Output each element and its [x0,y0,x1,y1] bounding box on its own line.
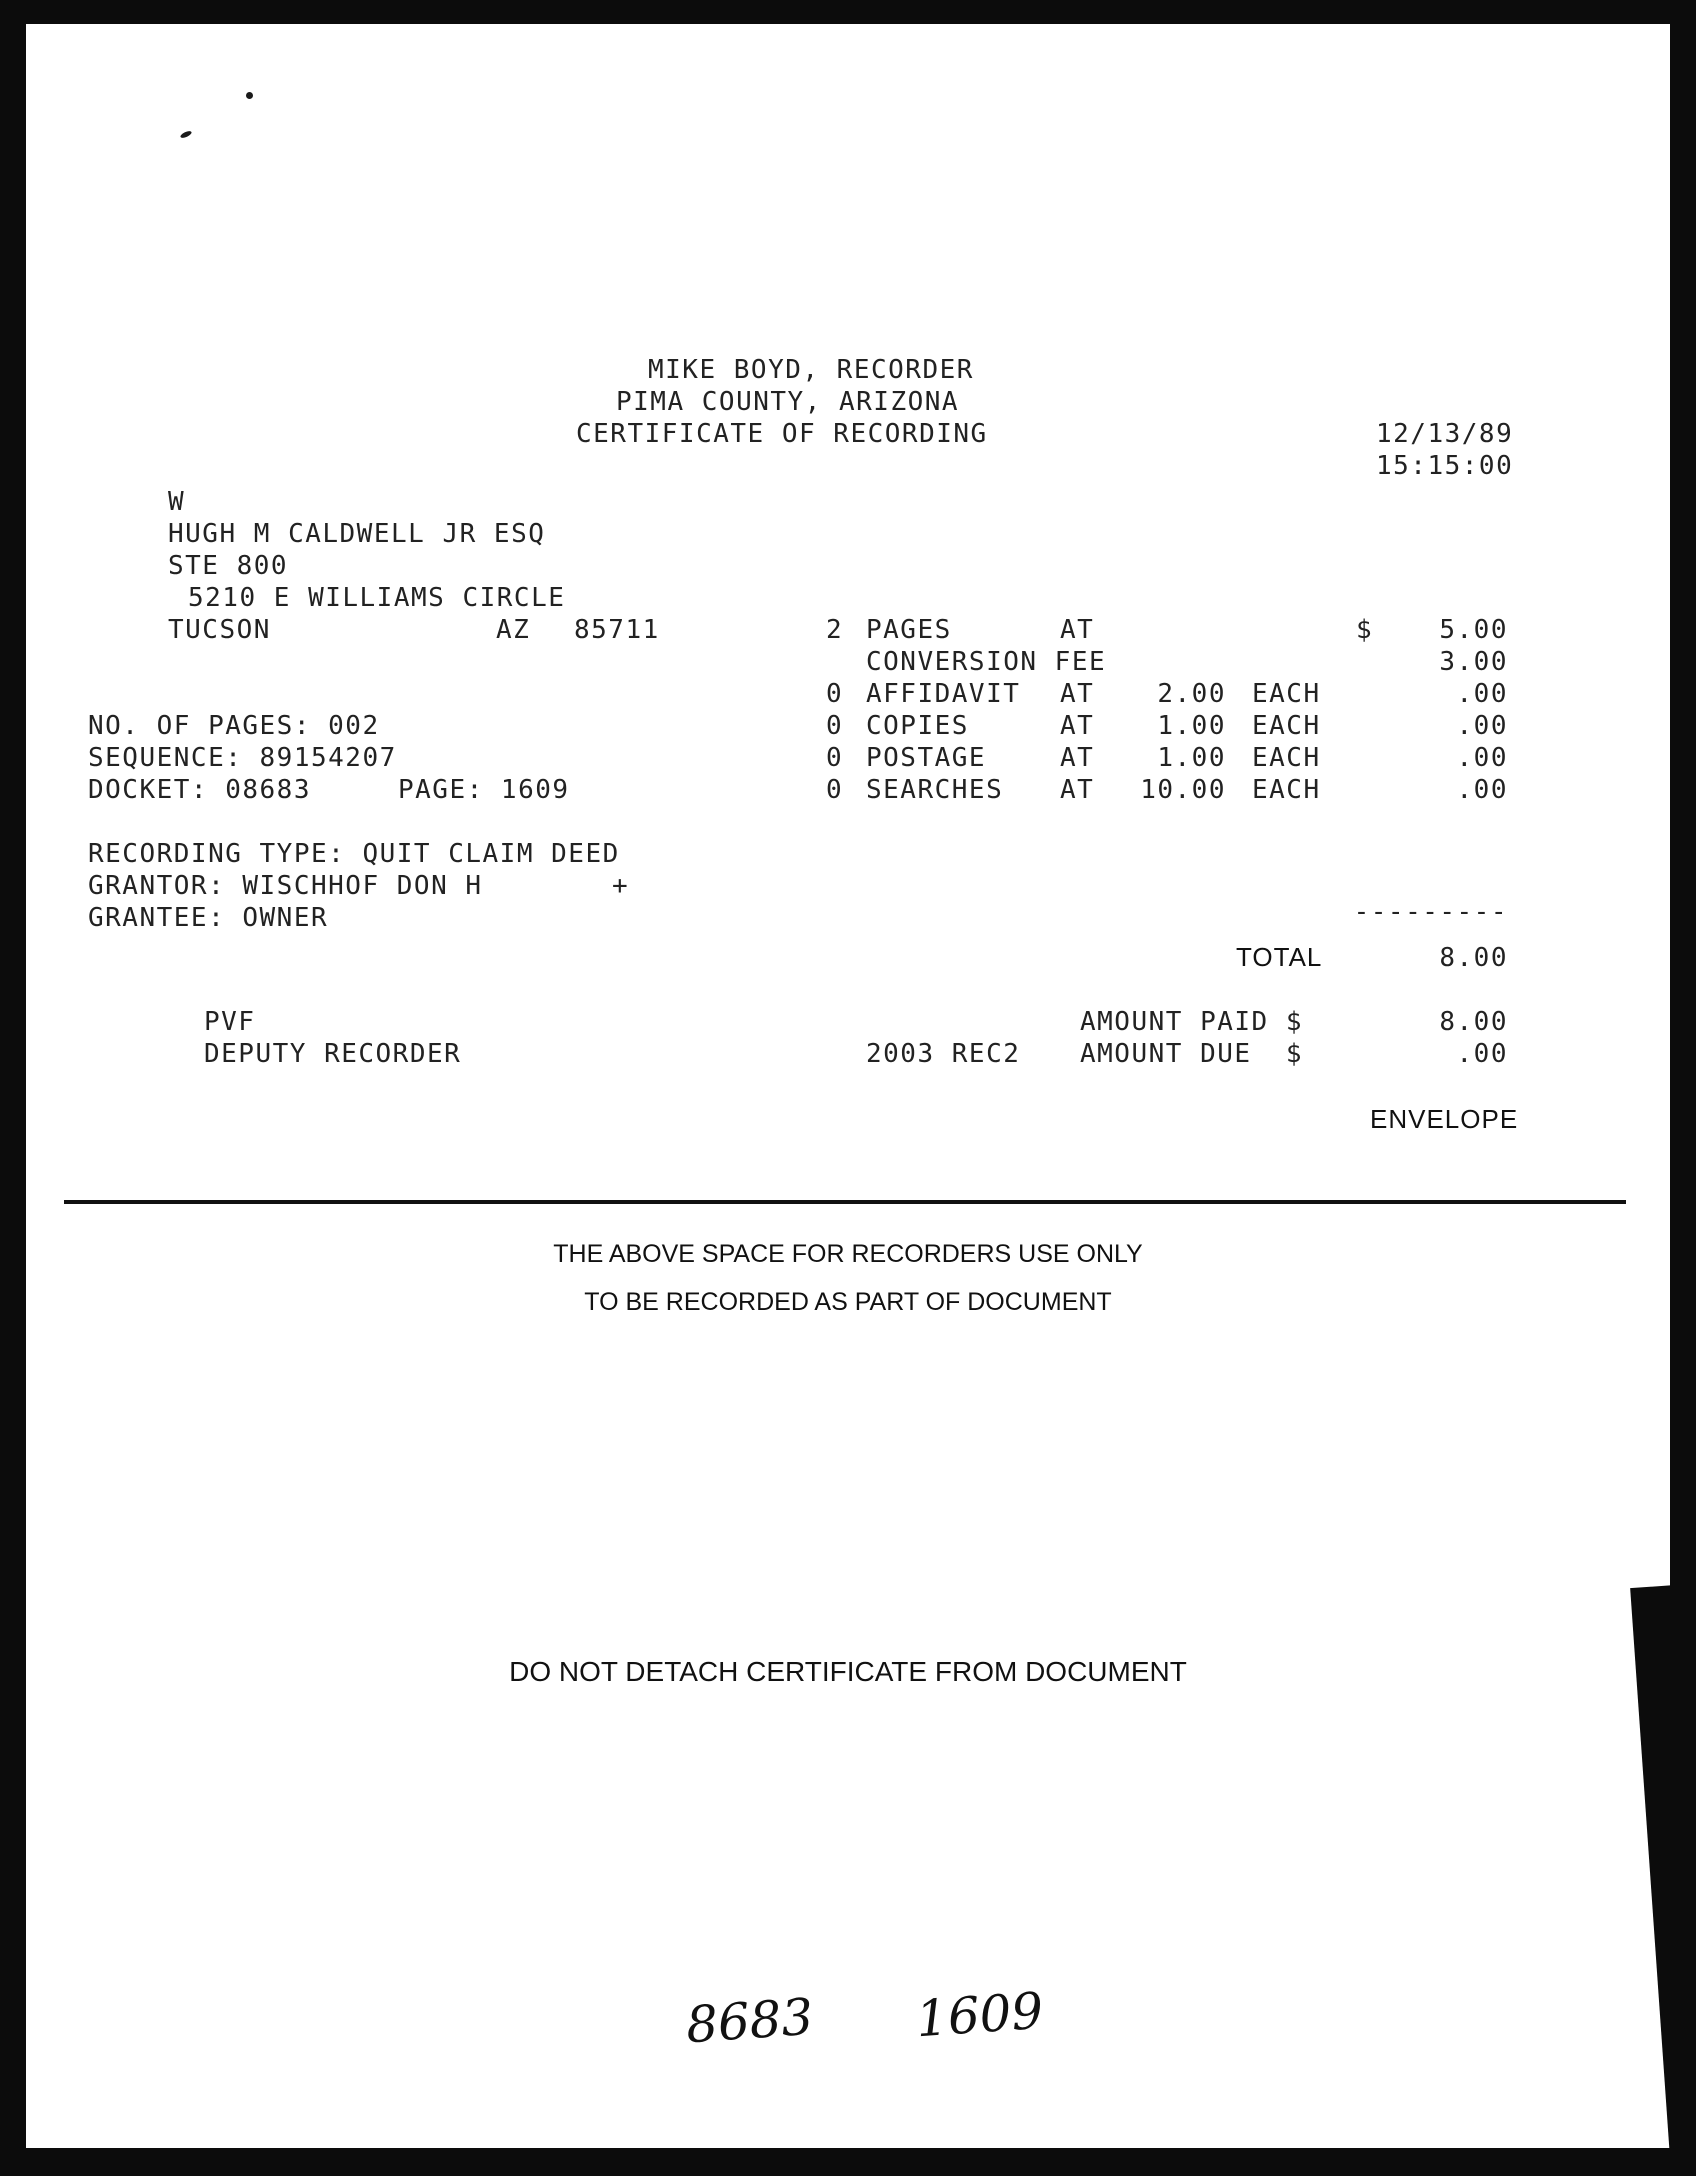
addressee-suite: STE 800 [168,551,289,581]
recording-time: 15:15:00 [1376,451,1514,481]
fee-at: AT [1060,775,1095,805]
part-of-document-notice: TO BE RECORDED AS PART OF DOCUMENT [584,1288,1112,1316]
fee-amount: 3.00 [1439,647,1508,677]
sequence-number: SEQUENCE: 89154207 [88,743,397,773]
fee-at: AT [1060,615,1095,645]
fee-each: EACH [1252,743,1321,773]
addressee-state: AZ [496,615,531,645]
fee-qty: 2 [826,615,844,645]
certificate-page [26,24,1670,2148]
no-of-pages: NO. OF PAGES: 002 [88,711,380,741]
recorder-name: MIKE BOYD, RECORDER [648,355,974,385]
recorders-use-notice: THE ABOVE SPACE FOR RECORDERS USE ONLY [553,1240,1143,1268]
fee-qty: 0 [826,743,844,773]
addressee-zip: 85711 [574,615,660,645]
fee-rate: 10.00 [1140,775,1226,805]
deputy-title: DEPUTY RECORDER [204,1039,462,1069]
fee-at: AT [1060,679,1095,709]
grantor: GRANTOR: WISCHHOF DON H [88,871,483,901]
fee-each: EACH [1252,679,1321,709]
county-name: PIMA COUNTY, ARIZONA [616,387,960,417]
grantee: GRANTEE: OWNER [88,903,329,933]
handwritten-page: 1609 [914,1981,1046,2049]
fee-at: AT [1060,711,1095,741]
fee-qty: 0 [826,711,844,741]
fee-amount: .00 [1456,711,1508,741]
fee-item: POSTAGE [866,743,987,773]
docket-number: DOCKET: 08683 [88,775,311,805]
amount-due-label: AMOUNT DUE $ [1080,1039,1303,1069]
addressee-name: HUGH M CALDWELL JR ESQ [168,519,546,549]
fee-currency: $ [1356,615,1374,645]
page-number: PAGE: 1609 [398,775,570,805]
fee-amount: .00 [1456,775,1508,805]
total-label: TOTAL [1236,942,1323,972]
handwritten-docket: 8683 [684,1987,816,2055]
fee-each: EACH [1252,711,1321,741]
grantor-mark: + [612,871,630,901]
recording-date: 12/13/89 [1376,419,1514,449]
fee-amount: .00 [1456,743,1508,773]
amount-due-value: .00 [1456,1039,1508,1069]
fee-item: COPIES [866,711,969,741]
do-not-detach-notice: DO NOT DETACH CERTIFICATE FROM DOCUMENT [509,1656,1187,1687]
fee-item: SEARCHES [866,775,1004,805]
fee-rate: 1.00 [1157,743,1226,773]
addressee-code: W [168,487,186,517]
envelope-label: ENVELOPE [1370,1104,1519,1134]
addressee-city: TUCSON [168,615,271,645]
fee-rate: 1.00 [1157,711,1226,741]
fee-amount: 5.00 [1439,615,1508,645]
total-value: 8.00 [1439,943,1508,973]
certificate-title: CERTIFICATE OF RECORDING [576,419,988,449]
stray-mark [180,130,193,140]
fee-item: AFFIDAVIT [866,679,1021,709]
recorders-divider [64,1200,1626,1204]
fee-rate: 2.00 [1157,679,1226,709]
addressee-street: 5210 E WILLIAMS CIRCLE [188,583,566,613]
fee-item: PAGES [866,615,952,645]
total-dashes: --------- [1353,897,1508,927]
fee-amount: .00 [1456,679,1508,709]
deputy-initials: PVF [204,1007,256,1037]
fee-at: AT [1060,743,1095,773]
fee-each: EACH [1252,775,1321,805]
fee-item: CONVERSION FEE [866,647,1107,677]
fee-qty: 0 [826,775,844,805]
amount-paid-label: AMOUNT PAID $ [1080,1007,1303,1037]
torn-edge [1630,1584,1670,2148]
amount-paid-value: 8.00 [1439,1007,1508,1037]
recording-type: RECORDING TYPE: QUIT CLAIM DEED [88,839,620,869]
station-code: 2003 REC2 [866,1039,1021,1069]
stray-mark [246,92,253,99]
fee-qty: 0 [826,679,844,709]
